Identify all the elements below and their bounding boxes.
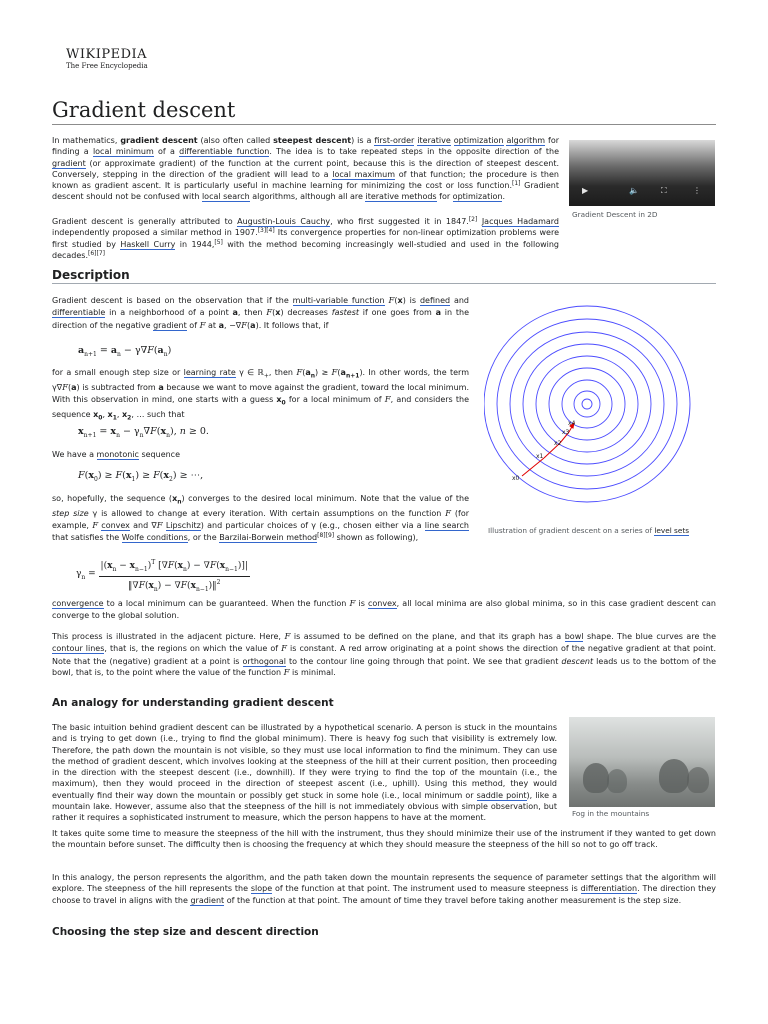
label-x4: x4 bbox=[568, 420, 576, 427]
link-gradient-3[interactable]: gradient bbox=[190, 895, 225, 905]
link-learning-rate[interactable]: learning rate bbox=[183, 368, 236, 377]
play-icon[interactable]: ▶ bbox=[582, 186, 589, 195]
link-convex-2[interactable]: convex bbox=[368, 599, 397, 608]
contour-line bbox=[510, 332, 664, 476]
logo-wordmark: WIKIPEDIA bbox=[66, 47, 148, 62]
section-heading-step-size: Choosing the step size and descent direction bbox=[52, 926, 319, 938]
link-defined[interactable]: defined bbox=[419, 296, 451, 305]
tree-silhouette bbox=[687, 767, 709, 793]
section-heading-analogy: An analogy for understanding gradient descent bbox=[52, 697, 334, 709]
description-paragraph-1: Gradient descent is based on the observation that if the multi-variable function F(x) is defined and differentiable in a neighborhood of a point a, then F(x) decreases fastest if one goes from a in the direction of the negative gradient of F at a, −∇F(a). It follows that, if bbox=[52, 296, 470, 331]
link-first-order[interactable]: first-order bbox=[374, 136, 415, 145]
link-convex[interactable]: convex bbox=[101, 521, 130, 531]
page-title: Gradient descent bbox=[52, 96, 716, 125]
descent-step bbox=[522, 458, 544, 476]
link-iterative[interactable]: iterative bbox=[417, 136, 451, 145]
equation-2: $x_{n+1} = x_n - \gamma_n\nabla F(x_n)$, n ≥ 0. bbox=[78, 426, 209, 439]
link-bowl[interactable]: bowl bbox=[564, 632, 584, 641]
wikipedia-logo[interactable] bbox=[66, 48, 156, 71]
label-x2: x2 bbox=[554, 440, 562, 447]
analogy-paragraph-1: The basic intuition behind gradient descent can be illustrated by a hypothetical scenario. A person is stuck in the mountains and is trying to get down (i.e., trying to find the global minimum). There is heavy fog such that visibility is extremely low. Therefore, the path down the mountain is not visible, so they must use local information to find the minimum. They can use the method of gradient descent, which involves looking at the steepness of the hill at their current position, then proceeding in the direction with the steepest descent (i.e., downhill). If they were trying to find the top of the mountain (i.e., the maximum), then they would proceed in the direction of steepest ascent (i.e., uphill). Using this method, they would eventually find their way down the mountain or possibly get stuck in some hole (i.e., local minimum or saddle point), like a mountain lake. However, assume also that the steepness of the hill is not immediately obvious with simple observation, but rather it requires a sophisticated instrument to measure, which the person happens to have at the moment. bbox=[52, 723, 557, 823]
link-differentiable[interactable]: differentiable bbox=[52, 308, 106, 318]
link-lipschitz[interactable]: Lipschitz bbox=[165, 521, 201, 531]
section-heading-description: Description bbox=[52, 267, 716, 284]
link-wolfe-conditions[interactable]: Wolfe conditions bbox=[121, 533, 188, 543]
contours-caption-text: Illustration of gradient descent on a series of bbox=[488, 526, 653, 535]
fog-caption: Fog in the mountains bbox=[572, 809, 650, 818]
link-line-search[interactable]: line search bbox=[424, 521, 469, 531]
analogy-paragraph-1-cont: It takes quite some time to measure the steepness of the hill with the instrument, thus they should minimize their use of the instrument if they wanted to get down the mountain before sunset. The difficulty then is choosing the frequency at which they should measure the steepness of the hill so not to go off track. bbox=[52, 829, 716, 850]
video-caption: Gradient Descent in 2D bbox=[572, 210, 658, 219]
link-differentiation[interactable]: differentiation bbox=[580, 884, 638, 894]
link-multi-variable-function[interactable]: multi-variable function bbox=[292, 296, 385, 305]
description-paragraph-3: We have a monotonic sequence bbox=[52, 450, 180, 459]
contours-caption bbox=[488, 526, 689, 536]
link-haskell-curry[interactable]: Haskell Curry bbox=[120, 239, 176, 249]
more-options-icon[interactable]: ⋮ bbox=[693, 186, 701, 195]
link-optimization[interactable]: optimization bbox=[453, 136, 504, 145]
description-paragraph-6: This process is illustrated in the adjacent picture. Here, F is assumed to be defined on the plane, and that its graph has a bowl shape. The blue curves are the contour lines, that is, the regions on which the value of F is constant. A red arrow originating at a point shows the direction of the negative gradient at that point. Note that the (negative) gradient at a point is orthogonal to the contour line going through that point. We see that gradient descent leads us to the bottom of the bowl, that is, to the point where the value of the function F is minimal. bbox=[52, 632, 717, 678]
link-algorithm[interactable]: algorithm bbox=[506, 136, 546, 145]
gradient-descent-contour-figure bbox=[484, 298, 699, 513]
label-x0: x0 bbox=[512, 475, 520, 482]
link-local-search[interactable]: local search bbox=[201, 192, 250, 202]
tree-silhouette bbox=[607, 769, 627, 793]
label-x1: x1 bbox=[536, 453, 544, 460]
link-saddle-point[interactable]: saddle point bbox=[476, 790, 527, 800]
fullscreen-icon[interactable]: ⛶ bbox=[661, 186, 667, 195]
equation-3: $F(x_0) \ge F(x_1) \ge F(x_2)$ ≥ ⋯, bbox=[78, 470, 204, 483]
link-differentiable-function[interactable]: differentiable function bbox=[179, 147, 270, 157]
description-paragraph-2: for a small enough step size or learning rate γ ∈ ℝ$_+$, then $F(a_n) \ge F(a_{n+1})$. In other words, the term γ∇F(a) is subtracted from a because we want to move against the gradient, toward the local minimum. With this observation in mind, one starts with a guess $x_0$ for a local minimum of F, and considers the sequence $x_0$, $x_1$, $x_2$, … such that bbox=[52, 368, 469, 422]
link-local-maximum[interactable]: local maximum bbox=[332, 169, 395, 179]
fog-in-mountains-image bbox=[569, 717, 715, 807]
link-gradient[interactable]: gradient bbox=[52, 158, 86, 168]
contour-line bbox=[484, 306, 690, 502]
link-contour-lines[interactable]: contour lines bbox=[52, 644, 105, 654]
link-iterative-methods[interactable]: iterative methods bbox=[365, 192, 437, 202]
link-orthogonal[interactable]: orthogonal bbox=[242, 656, 286, 666]
equation-1: $a_{n+1} = a_n - \gamma\nabla F(a_n)$ bbox=[78, 345, 172, 358]
contour-line bbox=[549, 368, 625, 440]
analogy-paragraph-2: In this analogy, the person represents the algorithm, and the path taken down the mountain represents the sequence of parameter settings that the algorithm will explore. The steepness of the hill represents the slope of the function at that point. The instrument used to measure steepness is differentiation. The direction they choose to travel in aligns with the gradient of the function at that point. The amount of time they travel before taking another measurement is the step size. bbox=[52, 873, 716, 905]
link-cauchy[interactable]: Augustin-Louis Cauchy bbox=[237, 217, 331, 226]
label-x3: x3 bbox=[562, 429, 570, 436]
equation-4: $\gamma_n$ = $\frac{|(x_n - x_{n-1})^T [\nabla F(x_n) - \nabla F(x_{n-1})]|}{‖\nabla F(x_n) - \nabla F(x_{n-1})‖^2}$ bbox=[76, 559, 248, 593]
link-monotonic[interactable]: monotonic bbox=[96, 450, 139, 459]
tree-silhouette bbox=[583, 763, 609, 793]
link-optimization-2[interactable]: optimization bbox=[452, 192, 503, 202]
video-player[interactable] bbox=[569, 140, 715, 206]
contour-line bbox=[536, 356, 638, 452]
contour-line bbox=[574, 391, 600, 417]
tree-silhouette bbox=[659, 759, 689, 793]
link-gradient-2[interactable]: gradient bbox=[153, 320, 187, 330]
volume-icon[interactable]: 🔈 bbox=[629, 186, 639, 195]
intro-paragraph-2: Gradient descent is generally attributed to Augustin-Louis Cauchy, who first suggested it in 1847.[2] Jacques Hadamard independently proposed a similar method in 1907.[3][4] Its convergence properties for non-linear optimization problems were first studied by Haskell Curry in 1944,[5] with the method becoming increasingly well-studied and used in the following decades.[6][7] bbox=[52, 216, 560, 260]
link-convergence[interactable]: convergence bbox=[52, 599, 104, 608]
contour-line bbox=[582, 399, 592, 409]
description-paragraph-5: convergence to a local minimum can be guaranteed. When the function F is convex, all local minima are also global minima, so in this case gradient descent can converge to the global solution. bbox=[52, 599, 717, 621]
link-barzilai-borwein[interactable]: Barzilai-Borwein method bbox=[219, 533, 318, 543]
intro-paragraph-1: In mathematics, gradient descent (also often called steepest descent) is a first-order iterative optimization algorithm for finding a local minimum of a differentiable function. The idea is to take repeated steps in the opposite direction of the gradient (or approximate gradient) of the function at the current point, because this is the direction of steepest descent. Conversely, stepping in the direction of the gradient will lead to a local maximum of that function; the procedure is then known as gradient ascent. It is particularly useful in machine learning for minimizing the cost or loss function.[1] Gradient descent should not be confused with local search algorithms, although all are iterative methods for optimization. bbox=[52, 136, 560, 202]
link-level-sets[interactable]: level sets bbox=[654, 526, 690, 535]
link-local-minimum[interactable]: local minimum bbox=[92, 147, 154, 157]
logo-tagline: The Free Encyclopedia bbox=[66, 62, 148, 70]
link-slope[interactable]: slope bbox=[250, 884, 273, 894]
contour-line bbox=[497, 319, 677, 489]
contour-line bbox=[523, 344, 651, 464]
link-hadamard[interactable]: Jacques Hadamard bbox=[481, 217, 559, 226]
description-paragraph-4: so, hopefully, the sequence $(x_n)$ converges to the desired local minimum. Note that the value of the step size γ is allowed to change at every iteration. With certain assumptions on the function F (for example, F convex and ∇F Lipschitz) and particular choices of γ (e.g., chosen either via a line search that satisfies the Wolfe conditions, or the Barzilai-Borwein method[8][9] shown as following), bbox=[52, 494, 470, 543]
